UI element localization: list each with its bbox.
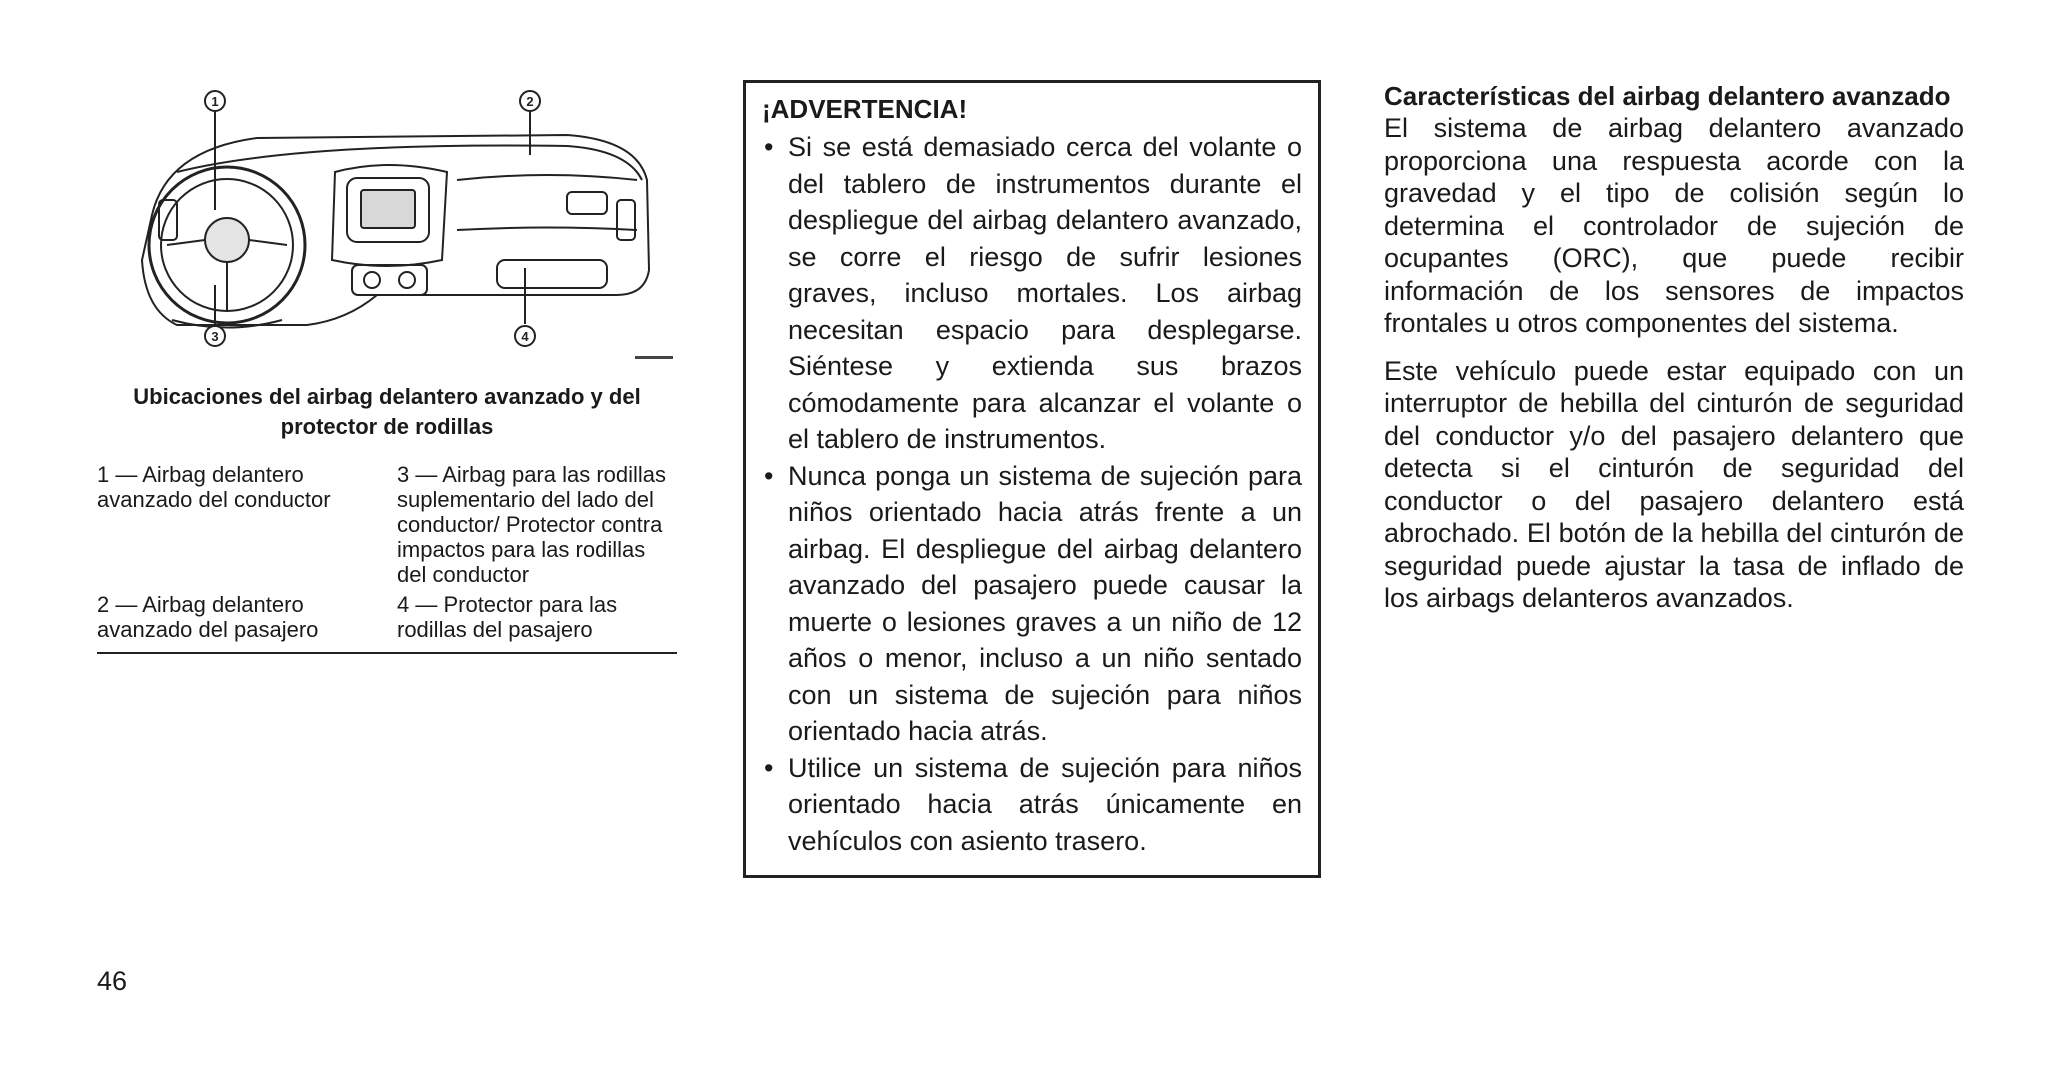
warning-item-text: Utilice un sistema de sujeción para niños orientado hacia atrás únicamente en vehículos con asiento trasero.	[788, 752, 1302, 856]
bullet-icon: •	[764, 132, 774, 162]
warning-list	[762, 129, 1302, 859]
bullet-icon: •	[764, 460, 774, 491]
dashboard-illustration	[97, 80, 677, 370]
warning-item	[762, 750, 1302, 860]
legend-divider	[97, 652, 677, 654]
bullet-icon: •	[764, 752, 774, 783]
section-column	[1384, 80, 1964, 630]
section-paragraph-1: El sistema de airbag delantero avanzado proporciona una respuesta acorde con la gravedad y el tipo de colisión según lo determina el controlador de sujeción de ocupantes (ORC), que puede recibir información de los sensores de impactos frontales u otros componentes del sistema.	[1384, 113, 1964, 338]
callout-2-label: 2	[526, 94, 534, 109]
callout-3-label: 3	[211, 329, 219, 344]
legend-item-3: 3 — Airbag para las rodillas suplementario del lado del conductor/ Protector contra impactos para las rodillas del conductor	[397, 462, 667, 587]
section-paragraph-2: Este vehículo puede estar equipado con un interruptor de hebilla del cinturón de seguridad del conductor y/o del pasajero delantero que detecta si el cinturón de seguridad del conductor o del pasajero delantero está abrochado. El botón de la hebilla del cinturón de seguridad puede ajustar la tasa de inflado de los airbags delanteros avanzados.	[1384, 355, 1964, 613]
legend-item-2: 2 — Airbag delantero avanzado del pasajero	[97, 592, 319, 642]
warning-item	[762, 458, 1302, 750]
legend-item-4: 4 — Protector para las rodillas del pasajero	[397, 592, 618, 642]
warning-column	[743, 80, 1321, 878]
section-heading: Características del airbag delantero avanzado	[1384, 81, 1951, 111]
airbag-diagram	[97, 80, 677, 370]
warning-item-text: Si se está demasiado cerca del volante o del tablero de instrumentos durante el despliegue del airbag delantero avanzado, se corre el riesgo de sufrir lesiones graves, incluso mortales. Los airbag necesitan espacio para desplegarse. Siéntese y extienda sus brazos cómodamente para alcanzar el volante o el tablero de instrumentos.	[788, 132, 1302, 454]
callout-4-label: 4	[521, 329, 529, 344]
warning-title: ¡ADVERTENCIA!	[762, 94, 968, 124]
figure-caption: Ubicaciones del airbag delantero avanzado y del protector de rodillas	[133, 384, 641, 439]
page-number: 46	[97, 966, 128, 996]
warning-item	[762, 129, 1302, 458]
warning-box	[743, 80, 1321, 878]
callout-1-label: 1	[211, 94, 219, 109]
figure-column	[97, 80, 677, 654]
figure-legend	[97, 462, 677, 647]
warning-item-text: Nunca ponga un sistema de sujeción para niños orientado hacia atrás frente a un airbag. El despliegue del airbag delantero avanzado del pasajero puede causar la muerte o lesiones graves a un niño de 12 años o menor, incluso a un niño sentado con un sistema de sujeción para niños orientado hacia atrás.	[788, 460, 1302, 746]
legend-item-1: 1 — Airbag delantero avanzado del conductor	[97, 462, 331, 512]
